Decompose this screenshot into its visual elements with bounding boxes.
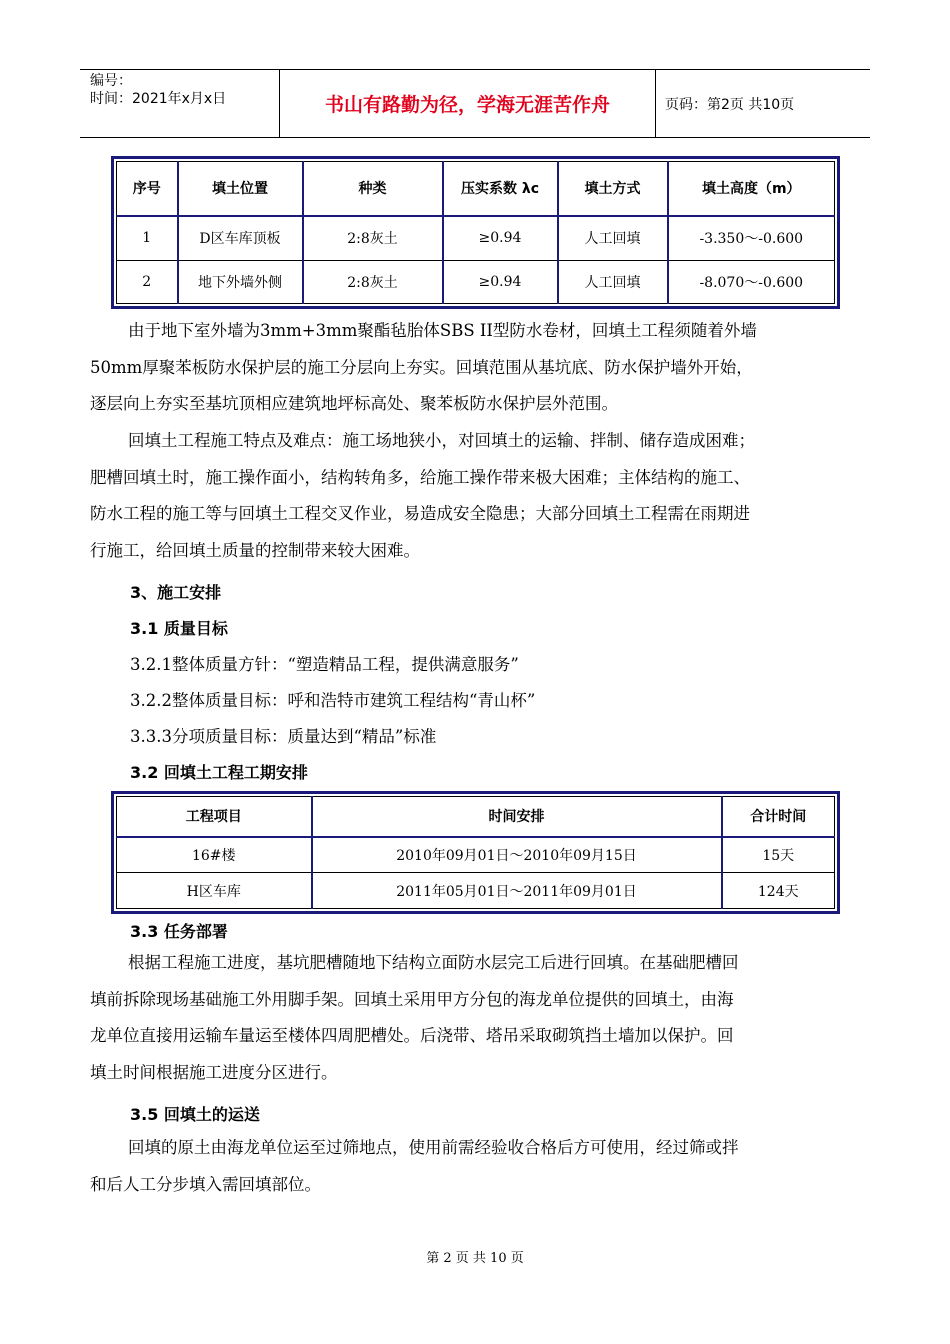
table-cell: H区车库 xyxy=(117,873,312,909)
section-heading: 3.5 回填土的运送 xyxy=(130,1105,260,1124)
table-row xyxy=(117,837,835,873)
table-cell: 124天 xyxy=(722,873,835,909)
backfill-spec-table xyxy=(111,156,840,309)
table-cell: 2011年05月01日～2011年09月01日 xyxy=(312,873,722,909)
column-header: 填土高度（m） xyxy=(668,162,835,216)
column-header: 种类 xyxy=(303,162,443,216)
table-cell: D区车库顶板 xyxy=(178,216,303,261)
table-row xyxy=(117,216,835,261)
section-heading: 3.3 任务部署 xyxy=(130,922,228,941)
serial-number: 编号： xyxy=(90,73,132,89)
table-cell: 2:8灰土 xyxy=(303,260,443,303)
text-line: 由于地下室外墙为3mm+3mm聚酯毡胎体SBS II型防水卷材，回填土工程须随着外墙 xyxy=(128,321,757,340)
text-line: 50mm厚聚苯板防水保护层的施工分层向上夯实。回填范围从基坑底、防水保护墙外开始， xyxy=(90,357,753,377)
text-line: 3.2.2整体质量目标：呼和浩特市建筑工程结构“青山杯” xyxy=(130,691,536,710)
table-cell: 1 xyxy=(117,216,178,261)
paragraph-task-deployment xyxy=(90,945,862,1091)
text-line: 根据工程施工进度，基坑肥槽随地下结构立面防水层完工后进行回填。在基础肥槽回 xyxy=(128,953,739,972)
table-cell: -3.350～-0.600 xyxy=(668,216,835,261)
paragraph-waterproofing xyxy=(90,313,862,423)
table-cell: 人工回填 xyxy=(558,216,668,261)
column-header: 序号 xyxy=(117,162,178,216)
text-line: 回填土工程施工特点及难点：施工场地狭小，对回填土的运输、拌制、储存造成困难； xyxy=(128,431,755,450)
section-heading: 3、施工安排 xyxy=(130,583,222,602)
column-header: 填土位置 xyxy=(178,162,303,216)
schedule-table xyxy=(111,791,840,914)
table-cell: 2 xyxy=(117,260,178,303)
table-cell: 16#楼 xyxy=(117,837,312,873)
text-line: 3.3.3分项质量目标：质量达到“精品”标准 xyxy=(130,727,437,746)
section-heading: 3.2 回填土工程工期安排 xyxy=(130,763,308,782)
table-row xyxy=(117,260,835,303)
table-cell: ≥0.94 xyxy=(443,260,558,303)
text-line: 填土时间根据施工进度分区进行。 xyxy=(90,1062,338,1082)
table-header-row xyxy=(117,797,835,837)
table-cell: 2:8灰土 xyxy=(303,216,443,261)
table-cell: 人工回填 xyxy=(558,260,668,303)
text-line: 填前拆除现场基础施工外用脚手架。回填土采用甲方分包的海龙单位提供的回填土，由海 xyxy=(90,989,734,1009)
text-line: 回填的原土由海龙单位运至过筛地点，使用前需经验收合格后方可使用，经过筛或拌 xyxy=(128,1138,739,1157)
text-line: 3.2.1整体质量方针：“塑造精品工程，提供满意服务” xyxy=(130,655,519,674)
text-line: 防水工程的施工等与回填土工程交叉作业，易造成安全隐患；大部分回填土工程需在雨期进 xyxy=(90,504,750,523)
text-line: 行施工，给回填土质量的控制带来较大困难。 xyxy=(90,540,420,560)
table-cell: 2010年09月01日～2010年09月15日 xyxy=(312,837,722,873)
text-line: 和后人工分步填入需回填部位。 xyxy=(90,1174,321,1194)
table-cell: 地下外墙外侧 xyxy=(178,260,303,303)
text-line: 龙单位直接用运输车量运至楼体四周肥槽处。后浇带、塔吊采取砌筑挡土墙加以保护。回 xyxy=(90,1026,734,1045)
paragraph-transport xyxy=(90,1130,862,1203)
text-line: 肥槽回填土时，施工操作面小，结构转角多，给施工操作带来极大困难；主体结构的施工、 xyxy=(90,467,750,487)
page-header xyxy=(80,69,870,138)
text-line: 逐层向上夯实至基坑顶相应建筑地坪标高处、聚苯板防水保护层外范围。 xyxy=(90,394,618,413)
section-heading: 3.1 质量目标 xyxy=(130,619,228,638)
page-footer: 第 2 页 共 10 页 xyxy=(426,1251,524,1266)
paragraph-difficulties xyxy=(90,423,862,569)
column-header: 压实系数 λc xyxy=(443,162,558,216)
table-cell: -8.070～-0.600 xyxy=(668,260,835,303)
column-header: 时间安排 xyxy=(312,797,722,837)
table-header-row xyxy=(117,162,835,216)
column-header: 合计时间 xyxy=(722,797,835,837)
date-line: 时间：2021年x月x日 xyxy=(90,91,227,107)
column-header: 工程项目 xyxy=(117,797,312,837)
header-page-number: 页码：第2页 共10页 xyxy=(665,96,795,113)
header-motto: 书山有路勤为径，学海无涯苦作舟 xyxy=(280,70,656,137)
column-header: 填土方式 xyxy=(558,162,668,216)
header-meta xyxy=(80,70,280,137)
table-cell: 15天 xyxy=(722,837,835,873)
table-row xyxy=(117,873,835,909)
table-cell: ≥0.94 xyxy=(443,216,558,261)
